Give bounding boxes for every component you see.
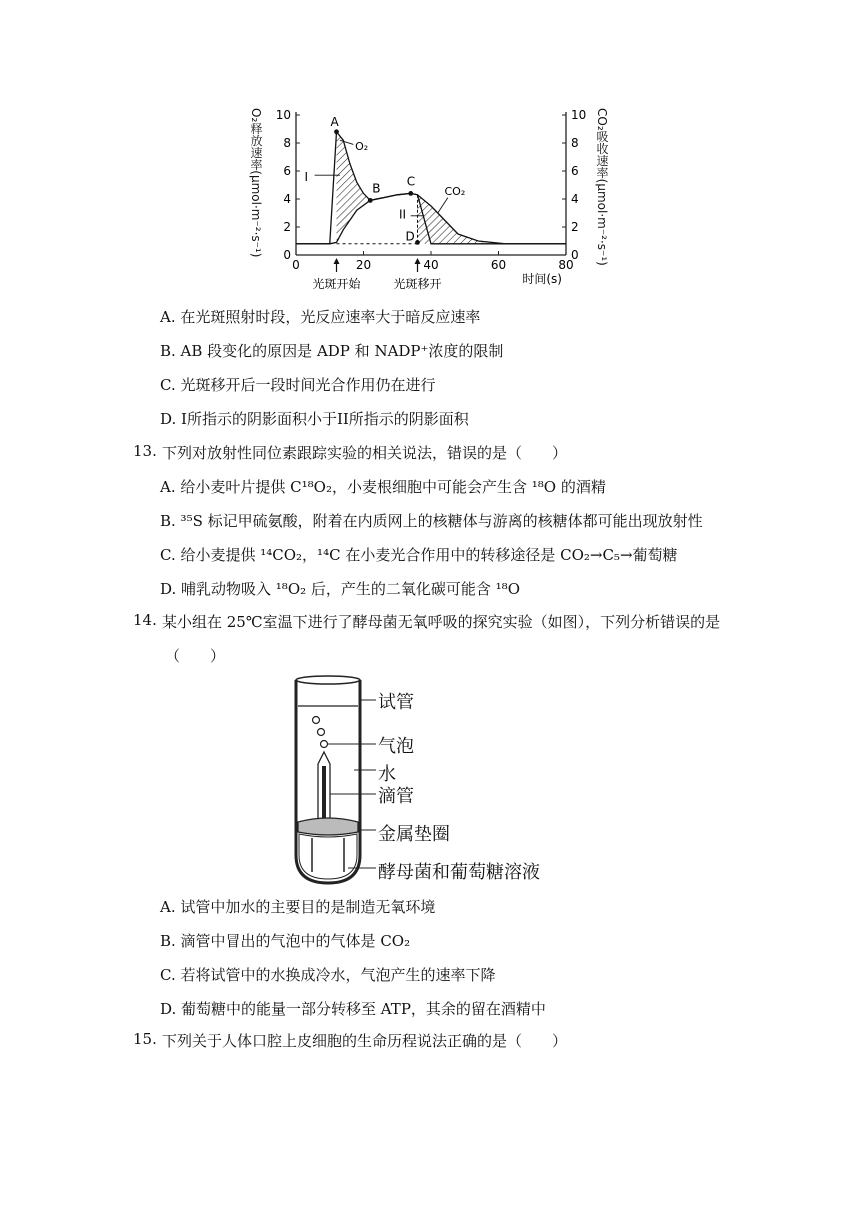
q14-option-b: B. 滴管中冒出的气泡中的气体是 CO₂ (160, 932, 411, 950)
point-label-d: D (405, 229, 415, 244)
y-tick-label-right: 10 (571, 108, 587, 122)
q14-number: 14. (133, 611, 157, 629)
co2-label-leader (438, 198, 448, 213)
q13-option-c: C. 给小麦提供 ¹⁴CO₂，¹⁴C 在小麦光合作用中的转移途径是 CO₂→C₅→葡萄糖 (160, 546, 678, 564)
q14-option-d: D. 葡萄糖中的能量一部分转移至 ATP，其余的留在酒精中 (160, 1000, 546, 1018)
left-axis-label: O₂释放速率(μmol·m⁻²·s⁻¹) (249, 108, 263, 258)
x-tick-label: 40 (423, 258, 439, 272)
region-label-II: II (398, 207, 407, 222)
y-tick-label-left: 4 (283, 192, 291, 206)
y-tick-label-right: 8 (571, 136, 579, 150)
shaded-region-II (418, 195, 486, 244)
q15-number: 15. (133, 1030, 157, 1048)
point-c (408, 191, 413, 196)
q13-option-a: A. 给小麦叶片提供 C¹⁸O₂，小麦根细胞中可能会产生含 ¹⁸O 的酒精 (160, 478, 606, 496)
y-tick-label-right: 2 (571, 220, 579, 234)
y-tick-label-left: 10 (275, 108, 291, 122)
y-tick-label-right: 4 (571, 192, 579, 206)
point-label-c: C (406, 174, 416, 189)
point-label-a: A (330, 114, 339, 129)
y-tick-label-left: 2 (283, 220, 291, 234)
q14-option-c: C. 若将试管中的水换成冷水，气泡产生的速率下降 (160, 966, 496, 984)
photosynthesis-chart (250, 100, 620, 300)
label-water: 水 (378, 764, 396, 785)
q13-option-b: B. ³⁵S 标记甲硫氨酸，附着在内质网上的核糖体与游离的核糖体都可能出现放射性 (160, 512, 703, 530)
light-off-label: 光斑移开 (393, 277, 442, 291)
q15-stem: 下列关于人体口腔上皮细胞的生命历程说法正确的是（ ） (162, 1032, 568, 1050)
region-label-I: I (304, 169, 308, 184)
q14-stem: 某小组在 25℃室温下进行了酵母菌无氧呼吸的探究实验（如图），下列分析错误的是 (162, 613, 721, 631)
q12-option-c: C. 光斑移开后一段时间光合作用仍在进行 (160, 376, 436, 394)
y-tick-label-left: 8 (283, 136, 291, 150)
light-on-arrowhead (334, 258, 340, 264)
q13-stem: 下列对放射性同位素跟踪实验的相关说法，错误的是（ ） (162, 444, 568, 462)
test-tube-figure (290, 670, 590, 890)
point-b (368, 198, 373, 203)
right-axis-label: CO₂吸收速率(μmol·m⁻²·s⁻¹) (595, 108, 609, 266)
label-test-tube: 试管 (378, 692, 414, 713)
y-tick-label-right: 0 (571, 248, 579, 262)
o2-curve-label: O₂ (355, 140, 369, 153)
label-dropper: 滴管 (378, 786, 414, 807)
y-tick-label-right: 6 (571, 164, 579, 178)
light-off-arrowhead (415, 258, 421, 264)
point-a (334, 129, 339, 134)
y-tick-label-left: 0 (283, 248, 291, 262)
label-bubble: 气泡 (378, 736, 414, 757)
q12-option-a: A. 在光斑照射时段，光反应速率大于暗反应速率 (160, 308, 481, 326)
x-tick-label: 60 (490, 258, 507, 272)
label-metal-washer: 金属垫圈 (378, 824, 450, 845)
co2-curve-label: CO₂ (444, 184, 466, 198)
y-tick-label-left: 6 (283, 164, 291, 178)
test-tube-diagram (290, 670, 590, 890)
q13-option-d: D. 哺乳动物吸入 ¹⁸O₂ 后，产生的二氧化碳可能含 ¹⁸O (160, 580, 520, 598)
point-d (415, 240, 420, 245)
x-tick-label: 20 (355, 258, 372, 272)
x-axis-label: 时间(s) (522, 272, 562, 286)
q12-option-b: B. AB 段变化的原因是 ADP 和 NADP⁺浓度的限制 (160, 342, 504, 360)
q13-number: 13. (133, 442, 157, 460)
photosynthesis-figure (250, 100, 620, 300)
label-yeast-solution: 酵母菌和葡萄糖溶液 (378, 862, 540, 883)
light-on-label: 光斑开始 (312, 277, 361, 291)
q14-stem-cont: （ ） (165, 647, 226, 665)
x-tick-label: 0 (292, 258, 300, 272)
q14-option-a: A. 试管中加水的主要目的是制造无氧环境 (160, 898, 436, 916)
q12-option-d: D. I所指示的阴影面积小于II所指示的阴影面积 (160, 410, 469, 428)
point-label-b: B (372, 181, 381, 196)
x-tick-label: 80 (558, 258, 574, 272)
